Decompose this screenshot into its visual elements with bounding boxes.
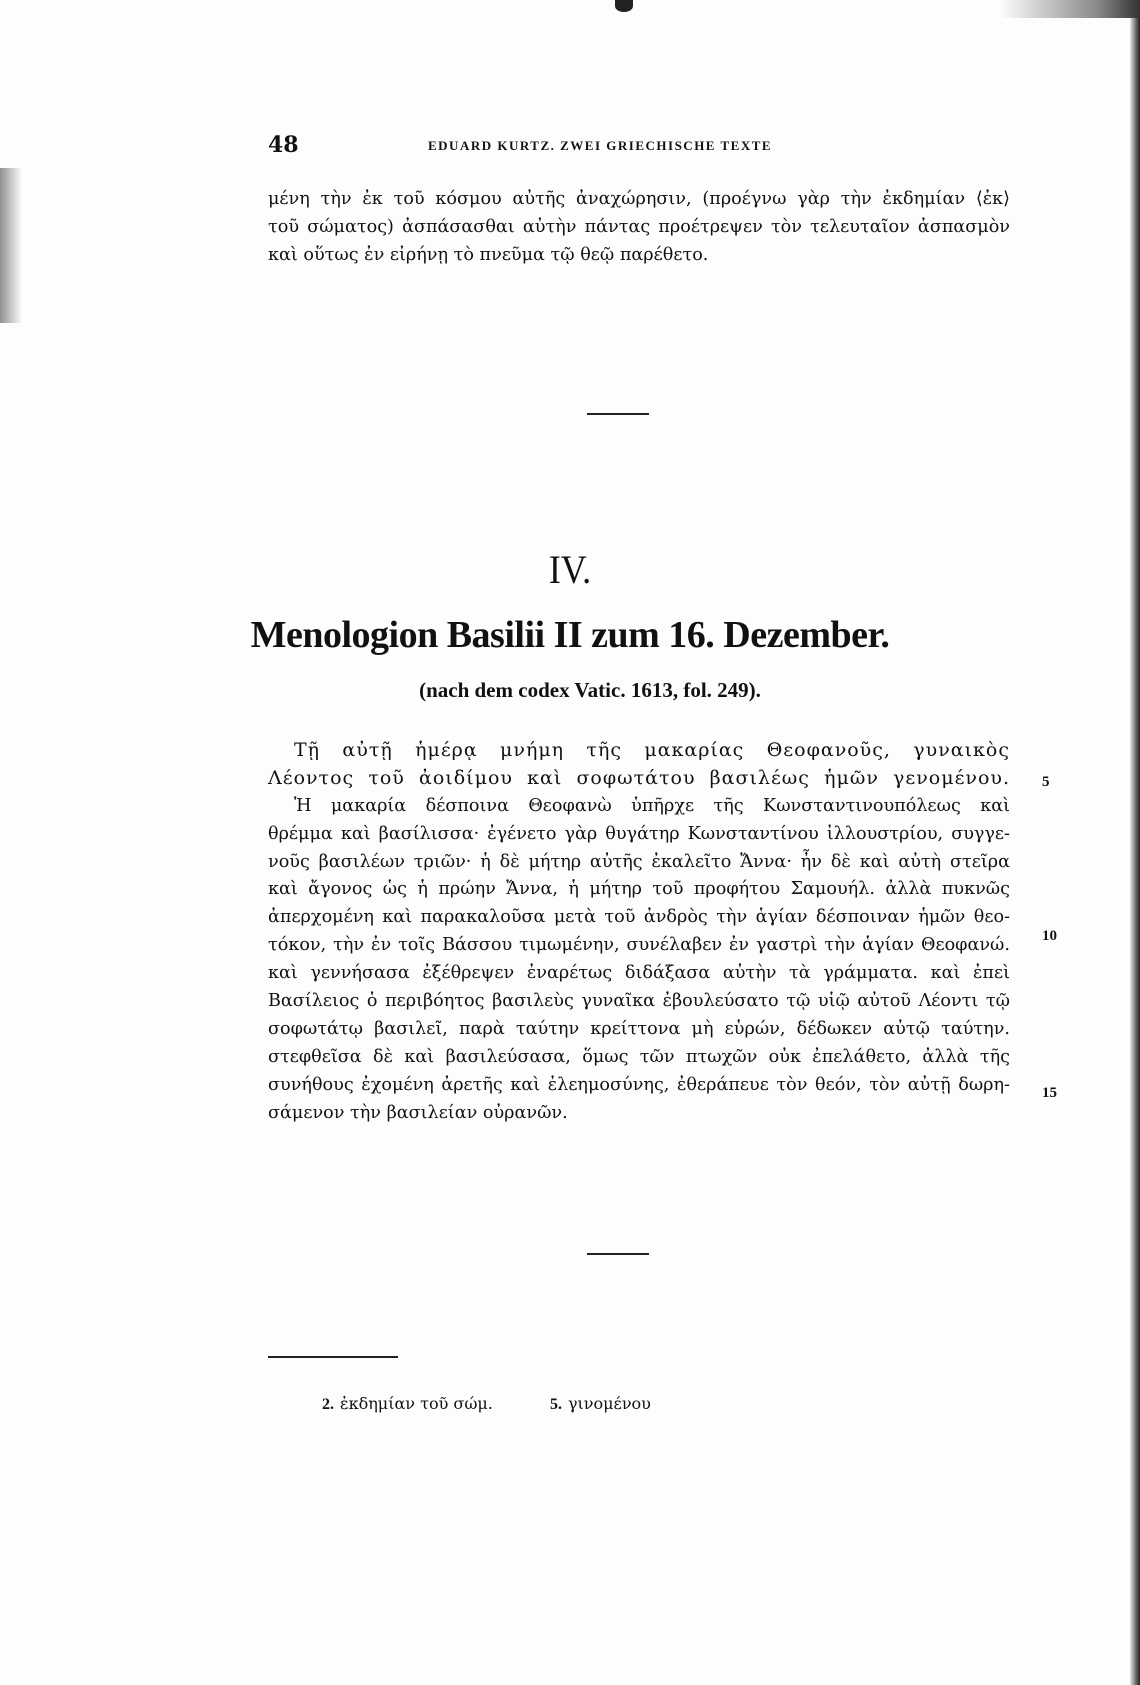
text-line: τοῦ σώματος) ἀσπάσασθαι αὐτὴν πάντας προέτρεψεν τὸν τελευταῖον ἀσπασμὸν [268, 216, 1010, 237]
text-line: καὶ οὕτως ἐν εἰρήνῃ τὸ πνεῦμα τῷ θεῷ παρέθετο. [268, 244, 709, 265]
line-number-marker: 10 [1042, 928, 1057, 944]
footnote-number: 2. [322, 1396, 334, 1413]
footnote-text: ἐκδημίαν τοῦ σώμ. [340, 1394, 493, 1413]
page-number: 48 [268, 132, 299, 158]
text-line: Βασίλειος ὁ περιβόητος βασιλεὺς γυναῖκα ἐβουλεύσατο τῷ υἱῷ αὐτοῦ Λέοντι τῷ [268, 991, 1010, 1012]
text-line: καὶ ἄγονος ὡς ἡ πρώην Ἄννα, ἡ μήτηρ τοῦ προφήτου Σαμουήλ. ἀλλὰ πυκνῶς [268, 879, 1010, 900]
footnote [322, 1394, 493, 1414]
running-head: EDUARD KURTZ. ZWEI GRIECHISCHE TEXTE [428, 138, 773, 153]
page-edge-shadow [1130, 0, 1140, 1685]
text-line: σοφωτάτῳ βασιλεῖ, παρὰ ταύτην κρείττονα μὴ εὑρών, δέδωκεν αὐτῷ ταύτην. [268, 1018, 1010, 1039]
page-corner-shadow [1000, 0, 1140, 18]
text-line: τόκον, τὴν ἐν τοῖς Βάσσου τιμωμένην, συνέλαβεν ἐν γαστρὶ τὴν ἁγίαν Θεοφανώ. [268, 935, 1010, 956]
text-line: μένη τὴν ἐκ τοῦ κόσμου αὐτῆς ἀναχώρησιν, (προέγνω γὰρ τὴν ἐκδημίαν ⟨ἐκ⟩ [268, 189, 1010, 209]
text-line: Τῇ αὐτῇ ἡμέρᾳ μνήμη τῆς μακαρίας Θεοφανοῦς, γυναικὸς [294, 739, 1010, 761]
text-line: συνήθους ἐχομένη ἀρετῆς καὶ ἐλεημοσύνης, ἐθεράπευε τὸν θεόν, τὸν αὐτῇ δωρη- [268, 1074, 1010, 1095]
text-line: Λέοντος τοῦ ἀοιδίμου καὶ σοφωτάτου βασιλέως ἡμῶν γενομένου. [268, 766, 1010, 789]
text-line: σάμενον τὴν βασιλείαν οὐρανῶν. [268, 1102, 568, 1123]
text-line: Ἡ μακαρία δέσποινα Θεοφανὼ ὑπῆρχε τῆς Κωνσταντινουπόλεως καὶ [294, 795, 1010, 816]
text-line: νοῦς βασιλέων τριῶν· ἡ δὲ μήτηρ αὐτῆς ἐκαλεῖτο Ἄννα· ἦν δὲ καὶ αὐτὴ στεῖρα [268, 851, 1010, 872]
main-text [268, 737, 1010, 1127]
intro-paragraph [268, 186, 1010, 270]
line-number-marker: 5 [1042, 774, 1050, 790]
text-line: ἀπερχομένη καὶ παρακαλοῦσα μετὰ τοῦ ἀνδρὸς τὴν ἁγίαν δέσποιναν ἡμῶν θεο- [268, 907, 1010, 928]
footnote-rule [268, 1356, 398, 1358]
page-header [268, 132, 1018, 164]
apparatus-criticus [322, 1394, 703, 1414]
left-margin-smudge [0, 168, 22, 323]
ink-blot [615, 0, 633, 12]
separator-rule [587, 1253, 649, 1255]
footnote-number: 5. [549, 1396, 562, 1413]
text-line: θρέμμα καὶ βασίλισσα· ἐγένετο γὰρ θυγάτηρ Κωνσταντίνου ἰλλουστρίου, συγγε- [268, 823, 1010, 844]
text-line: καὶ γεννήσασα ἐξέθρεψεν ἐναρέτως διδάξασα αὐτὴν τὰ γράμματα. καὶ ἐπεὶ [268, 963, 1010, 984]
text-line: στεφθεῖσα δὲ καὶ βασιλεύσασα, ὅμως τῶν πτωχῶν οὐκ ἐπελάθετο, ἀλλὰ τῆς [268, 1046, 1010, 1067]
footnote-text: γινομένου [567, 1394, 651, 1413]
separator-rule [587, 413, 649, 415]
section-title: Menologion Basilii II zum 16. Dezember. [250, 614, 890, 656]
line-number-marker: 15 [1042, 1085, 1057, 1101]
footnote [550, 1394, 651, 1414]
section-number: IV. [548, 547, 592, 592]
section-source: (nach dem codex Vatic. 1613, fol. 249). [419, 678, 761, 702]
